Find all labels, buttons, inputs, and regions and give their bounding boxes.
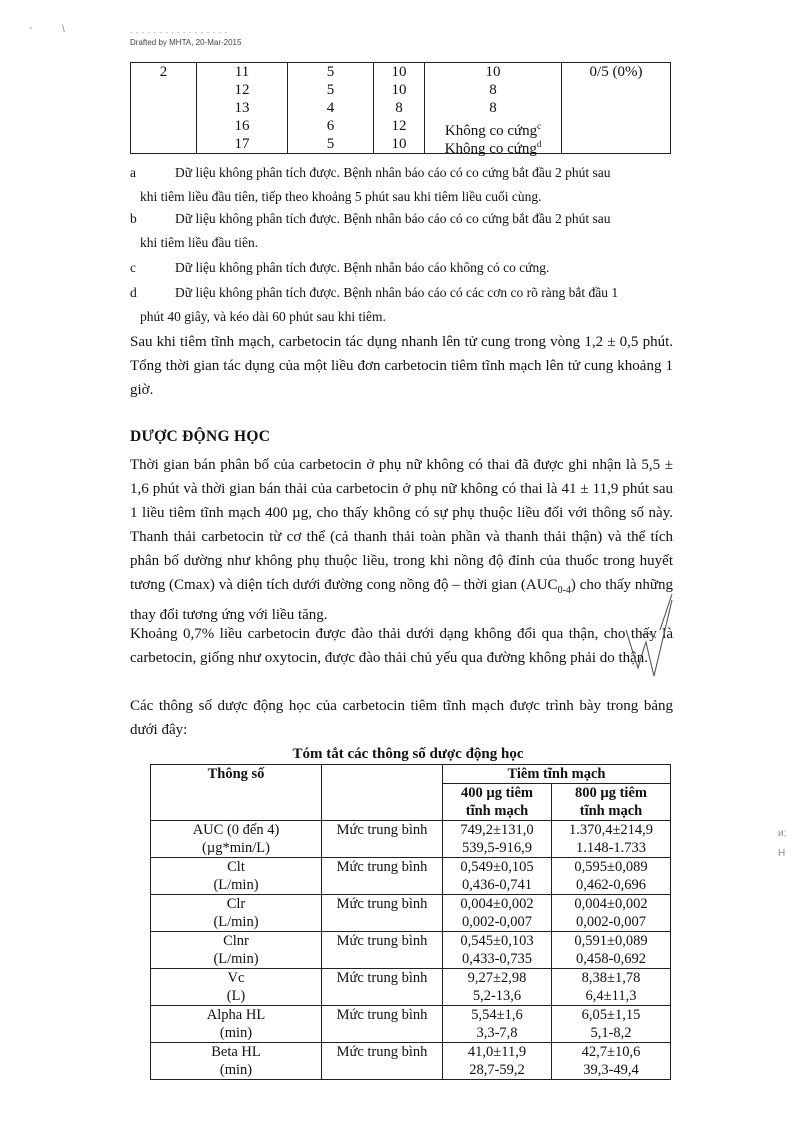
value-400-cell: 5,54±1,6 3,3-7,8 [443,1006,552,1043]
param-cell: Vc (L) [151,969,322,1006]
scan-artifact: Н [778,848,786,859]
table-row [131,63,671,154]
stat-cell: Mức trung bình [322,821,443,858]
contraction-results-table [130,62,671,157]
param-cell: Clnr (L/min) [151,932,322,969]
stat-cell: Mức trung bình [322,1043,443,1080]
table-row [151,932,671,969]
table-caption: Tóm tắt các thông số dược động học [292,746,524,762]
param-cell: Clr (L/min) [151,895,322,932]
stat-cell: Mức trung bình [322,895,443,932]
value-400-cell: 41,0±11,9 28,7-59,2 [443,1043,552,1080]
table-row [151,1006,671,1043]
value-800-cell: 6,05±1,15 5,1-8,2 [552,1006,671,1043]
stat-cell: Mức trung bình [322,969,443,1006]
footnote-c: c Dữ liệu không phân tích được. Bệnh nhân báo cáo không có co cứng. [130,260,550,275]
value-800-cell: 0,004±0,002 0,002-0,007 [552,895,671,932]
group-cell: 2 [131,63,197,154]
handwritten-mark [620,590,680,685]
stat-cell: Mức trung bình [322,858,443,895]
pk-paragraph-1: Thời gian bán phân bố của carbetocin ở phụ nữ không có thai đã được ghi nhận là 5,5 ± 1,6 phút và thời gian bán thải của carbetocin ở phụ nữ không có thai là 41 ± 11,9 phút sau 1 liều tiêm tĩnh mạch 400 µg, cho thấy không có sự phụ thuộc liều đối với thông số này. Thanh thải carbetocin từ cơ thể (cả thanh thải toàn phần và thanh thải thận) và thể tích phân bố dường như không phụ thuộc liều, trong khi nồng độ đỉnh của thuốc trong huyết tương (Cmax) và diện tích dưới đường cong nồng độ – thời gian $(AUC_{0-4})$ cho thấy những thay đổi tương ứng với liều tăng. [130,457,674,623]
value-800-cell: 42,7±10,6 39,3-49,4 [552,1043,671,1080]
scan-artifact: и: [778,828,787,839]
table-row [151,895,671,932]
value-400-cell: 749,2±131,0 539,5-916,9 [443,821,552,858]
value-800-cell: 0,595±0,089 0,462-0,696 [552,858,671,895]
value-400-cell: 0,004±0,002 0,002-0,007 [443,895,552,932]
header-faint-line: - - - - - - - - - - - - - - - - - [130,28,228,37]
header-400: 400 µg tiêm tĩnh mạch [443,784,552,821]
header-route: Tiêm tĩnh mạch [443,765,671,784]
footnote-d: d Dữ liệu không phân tích được. Bệnh nhân báo cáo có các cơn co rõ ràng bắt đầu 1 phút 40 giây, và kéo dài 60 phút sau khi tiêm. [130,285,619,324]
stat-cell: Mức trung bình [322,1006,443,1043]
table-row [151,858,671,895]
param-cell: Clt (L/min) [151,858,322,895]
param-cell: AUC (0 đến 4) (µg*min/L) [151,821,322,858]
table-row [151,969,671,1006]
section-heading: DƯỢC ĐỘNG HỌC [130,428,271,445]
value-400-cell: 0,549±0,105 0,436-0,741 [443,858,552,895]
contraction-cell: 10 8 8 Không co cứng$^c$ Không co cứng$^d$ [425,63,562,154]
drafted-by-line: Drafted by MHTA, 20-Mar-2015 [130,38,242,47]
result-cell: 0/5 (0%) [562,63,671,154]
value-cell: 10 10 8 12 10 [374,63,425,154]
footnote-b: b Dữ liệu không phân tích được. Bệnh nhân báo cáo có co cứng bắt đầu 2 phút sau khi tiêm liều đầu tiên. [130,211,611,250]
header-param: Thông số [151,765,322,821]
value-cell: 5 5 4 6 5 [288,63,374,154]
table-row [151,821,671,858]
footnote-a: a Dữ liệu không phân tích được. Bệnh nhân báo cáo có co cứng bắt đầu 2 phút sau khi tiêm liều đầu tiên, tiếp theo khoảng 5 phút sau khi tiêm liều cuối cùng. [130,165,611,204]
value-400-cell: 0,545±0,103 0,433-0,735 [443,932,552,969]
param-cell: Beta HL (min) [151,1043,322,1080]
value-800-cell: 8,38±1,78 6,4±11,3 [552,969,671,1006]
document-header [130,28,241,48]
value-800-cell: 1.370,4±214,9 1.148-1.733 [552,821,671,858]
stat-cell: Mức trung bình [322,932,443,969]
patient-cell: 11 12 13 16 17 [197,63,288,154]
pk-paragraph-2: Khoảng 0,7% liều carbetocin được đào thải dưới dạng không đổi qua thận, cho thấy là carbetocin, giống như oxytocin, được đào thải chủ yếu qua đường không phải do thận. [130,626,673,666]
pk-parameters-table [150,764,671,1080]
header-blank [322,765,443,821]
table-row [151,1043,671,1080]
scan-artifact: \ [62,24,65,35]
table-header-row [151,765,671,784]
pk-paragraph-3: Các thông số dược động học của carbetocin tiêm tĩnh mạch được trình bày trong bảng dưới đây: [130,698,673,738]
value-800-cell: 0,591±0,089 0,458-0,692 [552,932,671,969]
onset-paragraph: Sau khi tiêm tĩnh mạch, carbetocin tác dụng nhanh lên tử cung trong vòng 1,2 ± 0,5 phút. Tổng thời gian tác dụng của một liều đơn carbetocin tiêm tĩnh mạch lên tử cung khoảng 1 giờ. [130,334,673,398]
scan-artifact: ' [30,26,32,37]
param-cell: Alpha HL (min) [151,1006,322,1043]
value-400-cell: 9,27±2,98 5,2-13,6 [443,969,552,1006]
header-800: 800 µg tiêm tĩnh mạch [552,784,671,821]
